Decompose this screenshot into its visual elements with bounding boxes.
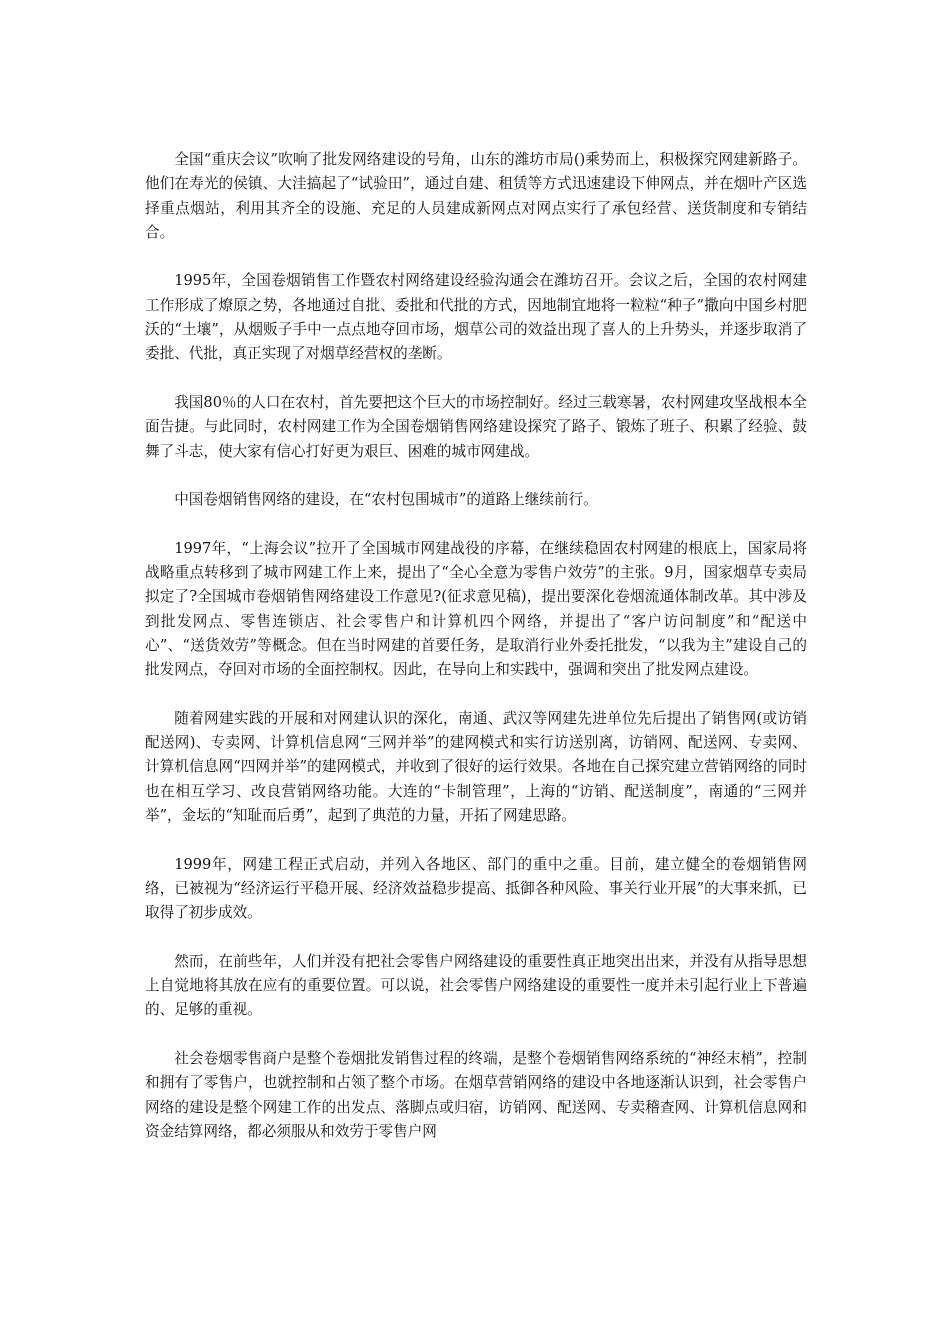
paragraph-1: 全国“重庆会议”吹响了批发网络建设的号角，山东的潍坊市局()乘势而上，积极探究网建新路子。他们在寿光的侯镇、大洼搞起了“试验田”，通过自建、租赁等方式迅速建设下伸网点，并在烟叶产区选择重点烟站，利用其齐全的设施、充足的人员建成新网点对网点实行了承包经营、送货制度和专销结合。 [145, 151, 807, 241]
paragraph-4: 中国卷烟销售网络的建设，在“农村包围城市”的道路上继续前行。 [174, 491, 598, 509]
document-page [145, 148, 807, 1168]
paragraph-5: 1997年，“上海会议”拉开了全国城市网建战役的序幕，在继续稳固农村网建的根底上，国家局将战略重点转移到了城市网建工作上来，提出了“全心全意为零售户效劳”的主张。9月，国家烟草专卖局拟定了?全国城市卷烟销售网络建设工作意见?(征求意见稿)，提出要深化卷烟流通体制改革。其中涉及到批发网点、零售连锁店、社会零售户和计算机四个网络，并提出了“客户访问制度”和“配送中心”、“送货效劳”等概念。但在当时网建的首要任务，是取消行业外委托批发，“以我为主”建设自己的批发网点，夺回对市场的全面控制权。因此，在导向上和实践中，强调和突出了批发网点建设。 [145, 539, 807, 679]
paragraph-3: 我国80％的人口在农村，首先要把这个巨大的市场控制好。经过三载寒暑，农村网建攻坚战根本全面告捷。与此同时，农村网建工作为全国卷烟销售网络建设探究了路子、锻炼了班子、积累了经验、鼓舞了斗志，使大家有信心打好更为艰巨、困难的城市网建战。 [145, 393, 807, 460]
paragraph-9: 社会卷烟零售商户是整个卷烟批发销售过程的终端，是整个卷烟销售网络系统的“神经末梢”，控制和拥有了零售户，也就控制和占领了整个市场。在烟草营销网络的建设中各地逐渐认识到，社会零售户网络的建设是整个网建工作的出发点、落脚点或归宿，访销网、配送网、专卖稽查网、计算机信息网和资金结算网络，都必须服从和效劳于零售户网 [145, 1049, 807, 1140]
paragraph-6: 随着网建实践的开展和对网建认识的深化，南通、武汉等网建先进单位先后提出了销售网(或访销配送网)、专卖网、计算机信息网“三网并举”的建网模式和实行访送别离，访销网、配送网、专卖网、计算机信息网“四网并举”的建网模式，并收到了很好的运行效果。各地在自己探究建立营销网络的同时也在相互学习、改良营销网络功能。大连的“卡制管理”，上海的“访销、配送制度”，南通的“三网并举”，金坛的“知耻而后勇”，起到了典范的力量，开拓了网建思路。 [145, 709, 807, 825]
paragraph-8: 然而，在前些年，人们并没有把社会零售户网络建设的重要性真正地突出出来，并没有从指导思想上自觉地将其放在应有的重要位置。可以说，社会零售户网络建设的重要性一度并未引起行业上下普遍的、足够的重视。 [145, 952, 807, 1019]
paragraph-7: 1999年，网建工程正式启动，并列入各地区、部门的重中之重。目前，建立健全的卷烟销售网络，已被视为“经济运行平稳开展、经济效益稳步提高、抵御各种风险、事关行业开展”的大事来抓，已取得了初步成效。 [145, 855, 807, 922]
paragraph-2: 1995年，全国卷烟销售工作暨农村网络建设经验沟通会在潍坊召开。会议之后，全国的农村网建工作形成了燎原之势，各地通过自批、委批和代批的方式，因地制宜地将一粒粒“种子”撒向中国乡村肥沃的“土壤”，从烟贩子手中一点点地夺回市场，烟草公司的效益出现了喜人的上升势头，并逐步取消了委批、代批，真正实现了对烟草经营权的垄断。 [145, 272, 807, 363]
